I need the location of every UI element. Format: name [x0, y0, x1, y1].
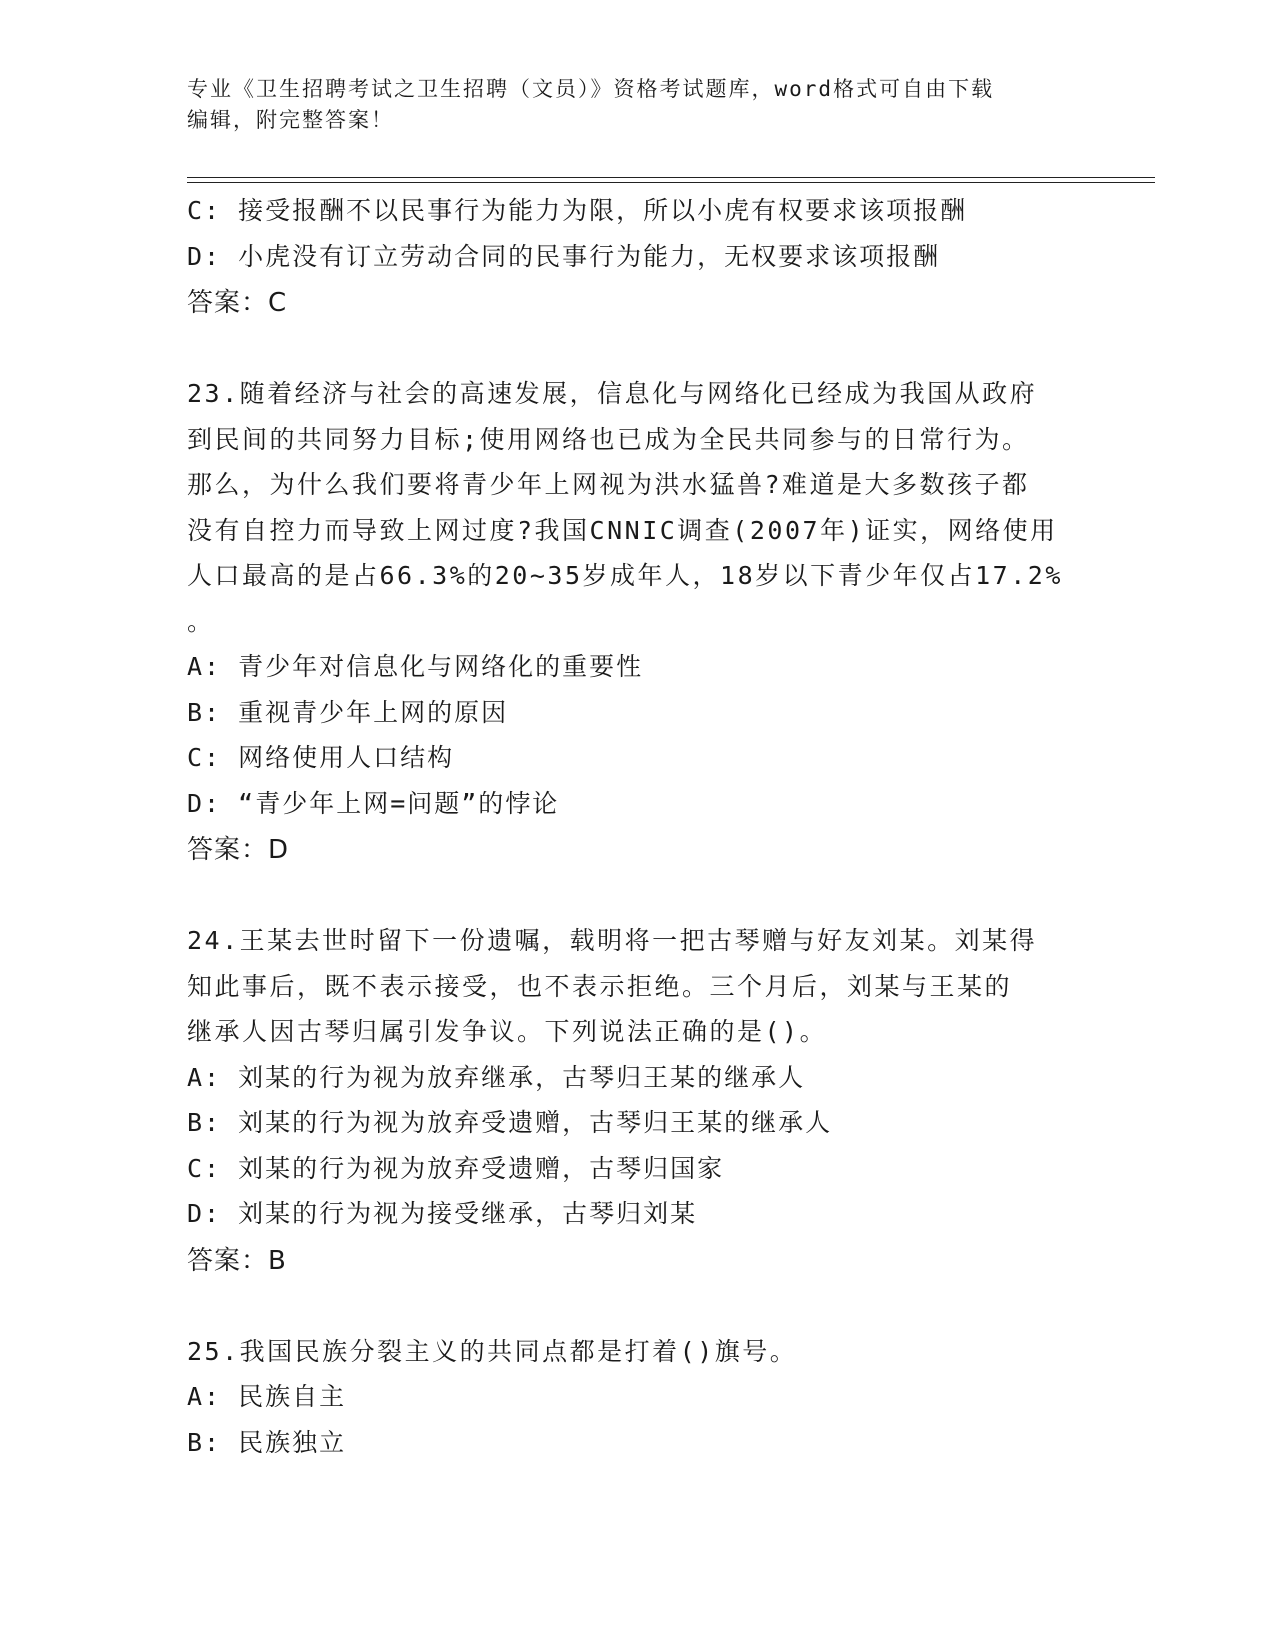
option-c: C: 刘某的行为视为放弃受遗赠，古琴归国家	[187, 1153, 725, 1183]
option-a: A: 青少年对信息化与网络化的重要性	[187, 652, 644, 681]
option-a: A: 刘某的行为视为放弃继承，古琴归王某的继承人	[187, 1062, 806, 1092]
header-rule-bottom	[187, 182, 1155, 183]
option-b: B: 刘某的行为视为放弃受遗赠，古琴归王某的继承人	[187, 1108, 833, 1137]
answer-label: 答案：D	[187, 835, 290, 865]
stem-line: 到民间的共同努力目标;使用网络也已成为全民共同参与的日常行为。	[187, 424, 1030, 454]
stem-line: 继承人因古琴归属引发争议。下列说法正确的是()。	[187, 1017, 828, 1046]
header-rule-top	[187, 177, 1155, 178]
question-22	[187, 188, 1087, 327]
question-24	[187, 918, 1087, 1285]
header-title-line-2: 编辑，附完整答案！	[187, 108, 394, 132]
answer-label: 答案：C	[187, 288, 288, 318]
question-spacer	[187, 874, 1087, 918]
question-stem	[187, 918, 1087, 1055]
option-b: B: 民族独立	[187, 1427, 347, 1457]
question-list	[187, 188, 1087, 1465]
question-stem	[187, 1329, 1087, 1375]
question-25	[187, 1329, 1087, 1466]
answer-label: 答案：B	[187, 1245, 287, 1276]
stem-line: 24.王某去世时留下一份遗嘱，载明将一把古琴赠与好友刘某。刘某得	[187, 926, 1038, 955]
stem-line: 。	[187, 606, 215, 636]
stem-line: 人口最高的是占66.3%的20~35岁成年人，18岁以下青少年仅占17.2%	[187, 561, 1063, 590]
stem-line: 那么，为什么我们要将青少年上网视为洪水猛兽?难道是大多数孩子都	[187, 470, 1030, 499]
question-23	[187, 371, 1087, 874]
option-a: A: 民族自主	[187, 1382, 347, 1411]
option-c: C: 接受报酬不以民事行为能力为限，所以小虎有权要求该项报酬	[187, 196, 968, 225]
stem-line: 23.随着经济与社会的高速发展，信息化与网络化已经成为我国从政府	[187, 379, 1038, 408]
option-d: D: 小虎没有订立劳动合同的民事行为能力，无权要求该项报酬	[187, 241, 941, 271]
document-header	[187, 74, 1087, 136]
question-spacer	[187, 327, 1087, 371]
question-spacer	[187, 1285, 1087, 1329]
option-c: C: 网络使用人口结构	[187, 743, 455, 772]
option-b: B: 重视青少年上网的原因	[187, 697, 509, 727]
stem-line: 知此事后，既不表示接受，也不表示拒绝。三个月后，刘某与王某的	[187, 971, 1013, 1001]
header-title-line-1: 专业《卫生招聘考试之卫生招聘（文员）》资格考试题库，word格式可自由下载	[187, 77, 995, 101]
question-stem	[187, 371, 1087, 644]
option-d: D: 刘某的行为视为接受继承，古琴归刘某	[187, 1199, 698, 1228]
option-d: D: “青少年上网=问题”的悖论	[187, 788, 560, 818]
stem-line: 25.我国民族分裂主义的共同点都是打着()旗号。	[187, 1336, 798, 1366]
stem-line: 没有自控力而导致上网过度?我国CNNIC调查(2007年)证实，网络使用	[187, 515, 1058, 545]
